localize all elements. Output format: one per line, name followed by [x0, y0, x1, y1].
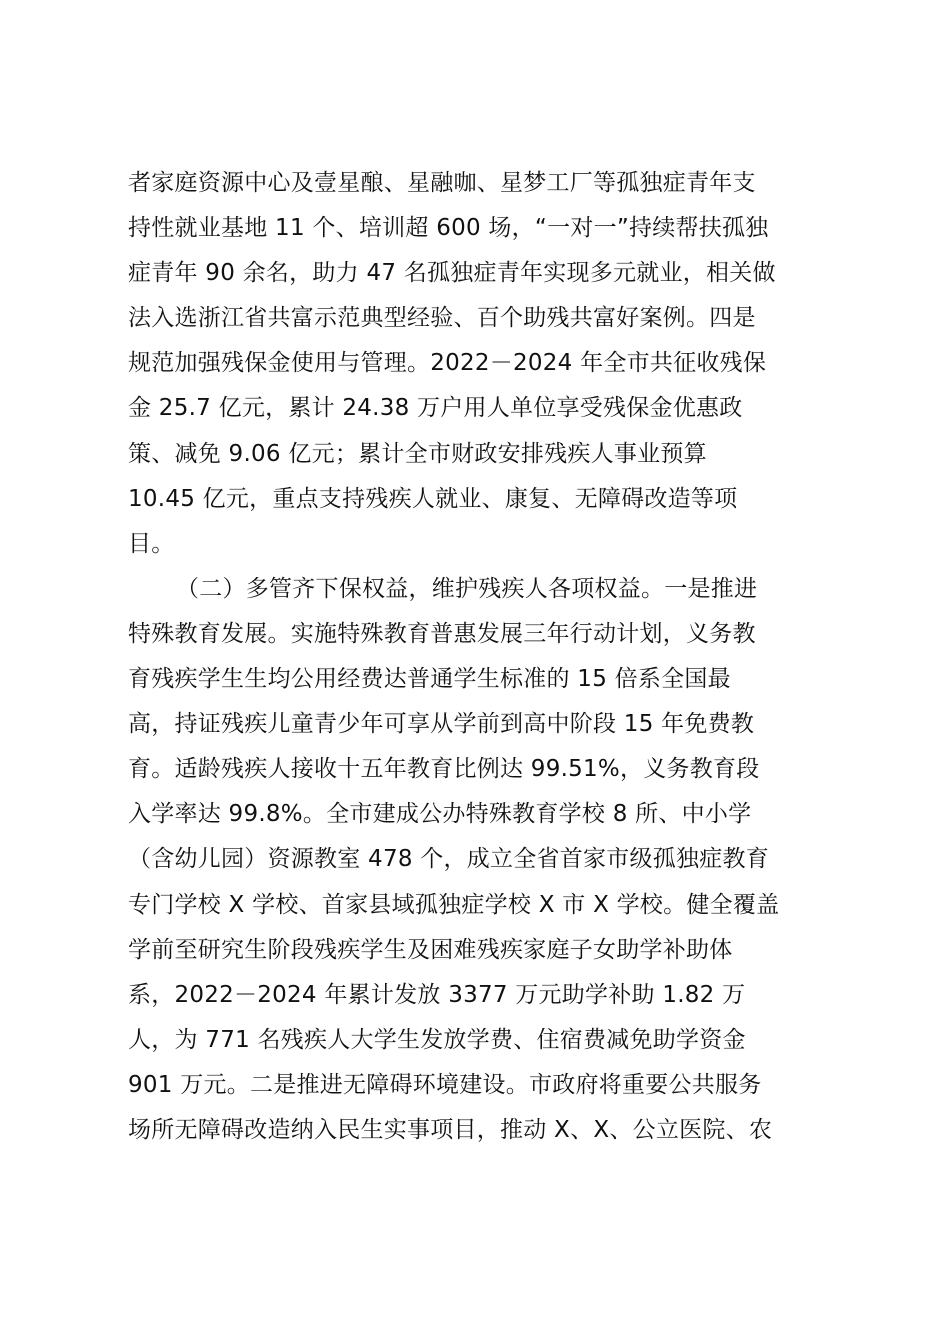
document-body — [128, 161, 828, 1153]
text-line-6: 金 25.7 亿元，累计 24.38 万户用人单位享受残保金优惠政 — [128, 395, 743, 422]
text-line-8: 10.45 亿元，重点支持残疾人就业、康复、无障碍改造等项 — [128, 485, 738, 512]
text-line-2: 持性就业基地 11 个、培训超 600 场，“一对一”持续帮扶孤独 — [128, 215, 769, 242]
text-line-22: 场所无障碍改造纳入民生实事项目，推动 X、X、公立医院、农 — [128, 1116, 773, 1143]
text-line-7: 策、减免 9.06 亿元；累计全市财政安排残疾人事业预算 — [128, 440, 707, 467]
text-line-11: 特殊教育发展。实施特殊教育普惠发展三年行动计划，义务教 — [128, 620, 756, 647]
text-line-9: 目。 — [128, 530, 175, 557]
text-line-1: 者家庭资源中心及壹星酿、星融咖、星梦工厂等孤独症青年支 — [128, 170, 756, 196]
text-line-21: 901 万元。二是推进无障碍环境建设。市政府将重要公共服务 — [128, 1071, 762, 1098]
text-line-17: 专门学校 X 学校、首家县域孤独症学校 X 市 X 学校。健全覆盖 — [128, 891, 780, 918]
text-line-16: （含幼儿园）资源教室 478 个，成立全省首家市级孤独症教育 — [128, 846, 770, 873]
section-heading-line: （二）多管齐下保权益，维护残疾人各项权益。一是推进 — [176, 575, 758, 602]
text-line-15: 入学率达 99.8%。全市建成公办特殊教育学校 8 所、中小学 — [128, 801, 752, 828]
text-line-13: 高，持证残疾儿童青少年可享从学前到高中阶段 15 年免费教 — [128, 711, 755, 738]
text-line-18: 学前至研究生阶段残疾学生及困难残疾家庭子女助学补助体 — [128, 936, 733, 963]
text-line-5: 规范加强残保金使用与管理。2022－2024 年全市共征收残保 — [128, 350, 767, 377]
text-line-12: 育残疾学生生均公用经费达普通学生标准的 15 倍系全国最 — [128, 666, 731, 693]
text-line-20: 人，为 771 名残疾人大学生发放学费、住宿费减免助学资金 — [128, 1026, 746, 1053]
text-line-4: 法入选浙江省共富示范典型经验、百个助残共富好案例。四是 — [128, 305, 756, 332]
text-line-19: 系，2022－2024 年累计发放 3377 万元助学补助 1.82 万 — [128, 981, 746, 1008]
text-line-14: 育。适龄残疾人接收十五年教育比例达 99.51%，义务教育段 — [128, 756, 760, 783]
text-line-3: 症青年 90 余名，助力 47 名孤独症青年实现多元就业，相关做 — [128, 260, 776, 287]
